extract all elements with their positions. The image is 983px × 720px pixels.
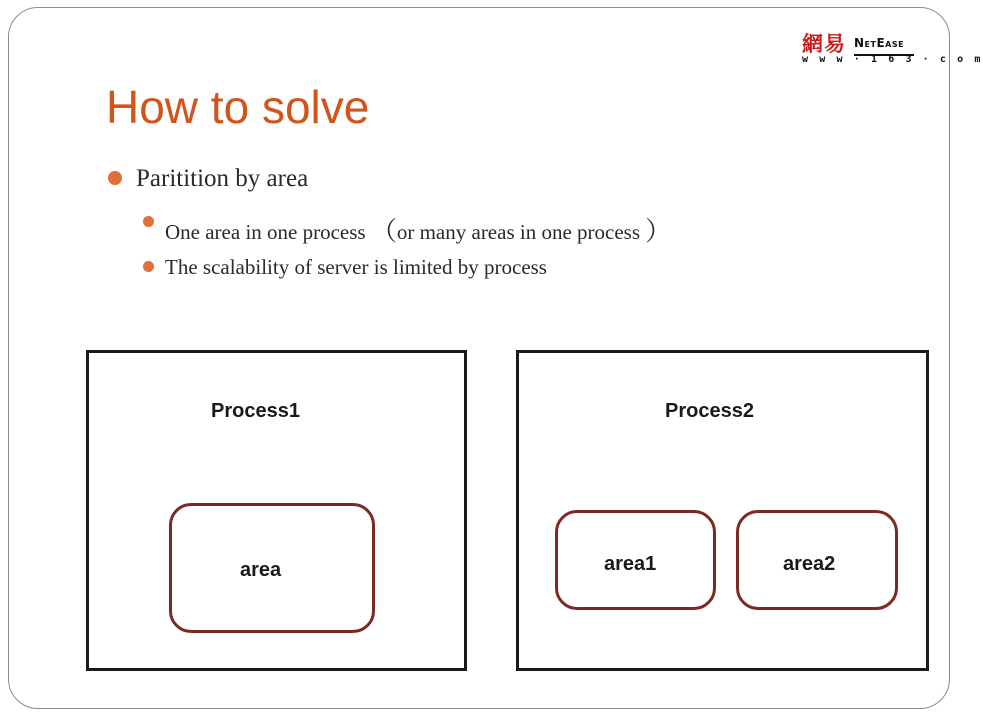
bullet-level2 bbox=[165, 255, 547, 280]
logo-url-text: w w w · 1 6 3 · c o m bbox=[802, 54, 983, 65]
bullet-dot-icon bbox=[108, 171, 122, 185]
area1-box bbox=[555, 510, 716, 610]
area2-label: area2 bbox=[783, 553, 836, 575]
process2-label: Process2 bbox=[665, 400, 754, 422]
paren-open: （ bbox=[370, 217, 397, 247]
bullet-dot-icon bbox=[143, 216, 154, 227]
area1-label: area1 bbox=[604, 553, 657, 575]
bullet-text-part: or many areas in one process bbox=[396, 220, 646, 244]
netease-logo bbox=[802, 30, 983, 70]
bullet-text-part: One area in one process bbox=[165, 220, 371, 244]
bullet-level2 bbox=[165, 210, 671, 247]
bullet-text: Paritition by area bbox=[136, 165, 309, 192]
area-box bbox=[169, 503, 375, 633]
bullet-dot-icon bbox=[143, 261, 154, 272]
slide-title: How to solve bbox=[106, 81, 370, 133]
bullet-text: The scalability of server is limited by process bbox=[165, 255, 547, 279]
logo-english-text: NetEase bbox=[854, 36, 905, 50]
paren-close: ） bbox=[645, 217, 672, 247]
bullet-level1 bbox=[136, 165, 308, 193]
area2-box bbox=[736, 510, 898, 610]
area-label: area bbox=[240, 559, 282, 581]
logo-chinese-text: 網易 bbox=[802, 32, 846, 56]
process1-label: Process1 bbox=[211, 400, 300, 422]
